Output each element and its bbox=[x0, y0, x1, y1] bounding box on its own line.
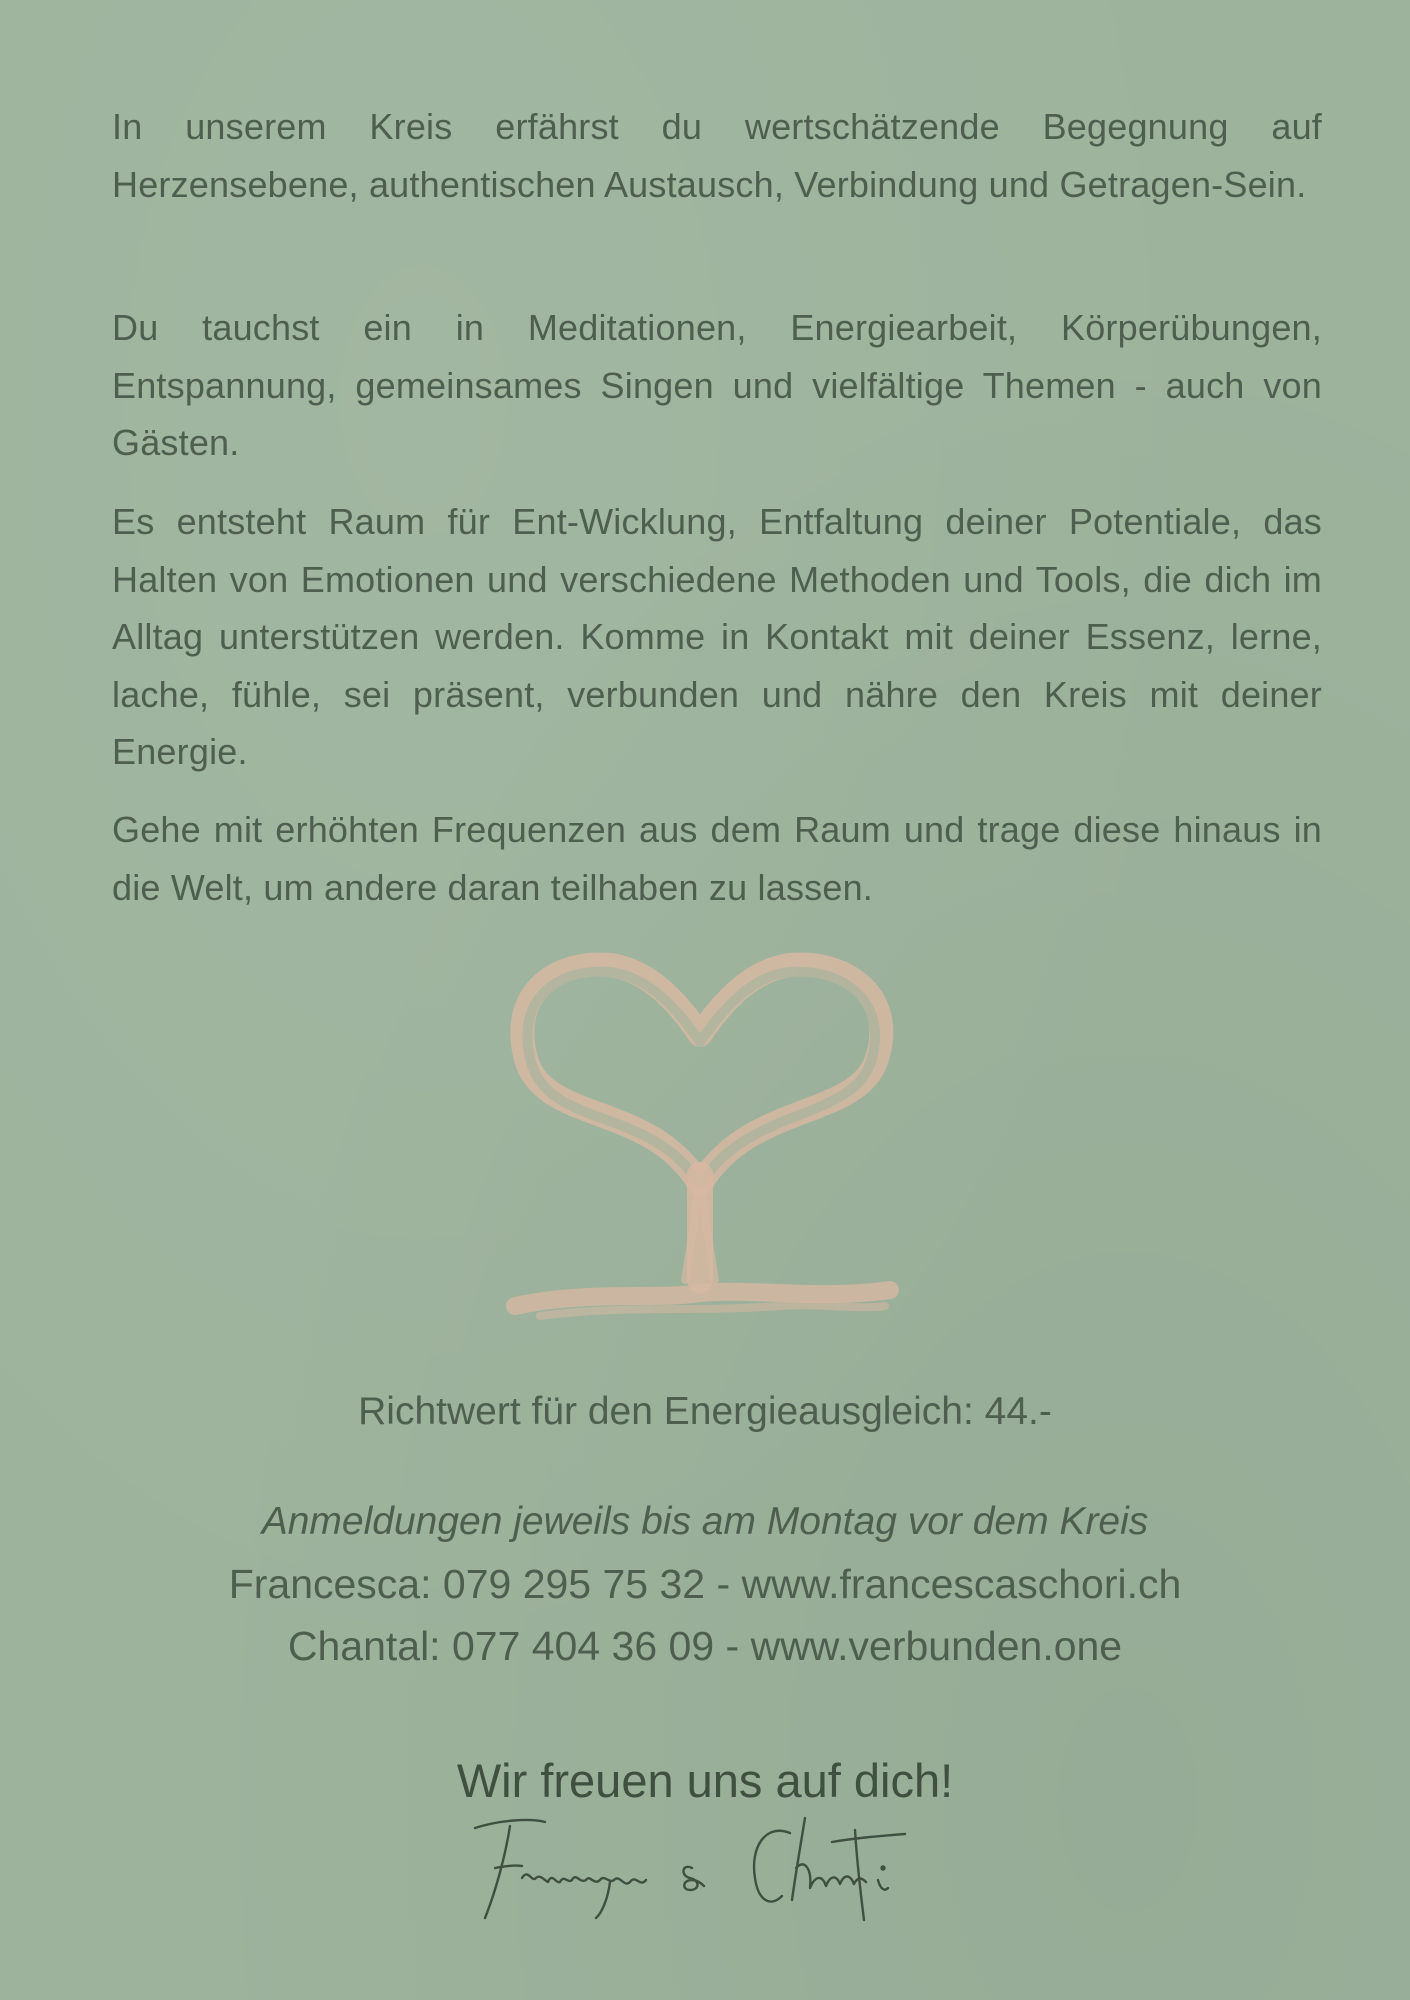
activities-paragraph: Du tauchst ein in Meditationen, Energiearbeit, Körperübungen, Entspannung, gemeinsames Singen und vielfältige Themen - auch von Gästen. bbox=[112, 307, 1322, 463]
energy-exchange-note: Richtwert für den Energieausgleich: 44.- bbox=[358, 1390, 1052, 1433]
registration-note: Anmeldungen jeweils bis am Montag vor dem Kreis bbox=[261, 1500, 1149, 1543]
handwritten-signature bbox=[460, 1808, 980, 1928]
heart-brush-icon bbox=[500, 950, 905, 1345]
closing-greeting: Wir freuen uns auf dich! bbox=[456, 1754, 954, 1807]
contact-francesca: Francesca: 079 295 75 32 - www.francescaschori.ch bbox=[228, 1561, 1182, 1607]
intro-paragraph: In unserem Kreis erfährst du wertschätzende Begegnung auf Herzensebene, authentischen Austausch, Verbindung und Getragen-Sein. bbox=[112, 106, 1322, 205]
development-paragraph: Es entsteht Raum für Ent-Wicklung, Entfaltung deiner Potentiale, das Halten von Emotionen und verschiedene Methoden und Tools, die dich im Alltag unterstützen werden. Komme in Kontakt mit deiner Essenz, lerne, lache, fühle, sei präsent, verbunden und nähre den Kreis mit deiner Energie. bbox=[112, 501, 1322, 772]
closing-paragraph: Gehe mit erhöhten Frequenzen aus dem Raum und trage diese hinaus in die Welt, um andere daran teilhaben zu lassen. bbox=[112, 809, 1322, 908]
contact-chantal: Chantal: 077 404 36 09 - www.verbunden.one bbox=[287, 1623, 1123, 1669]
